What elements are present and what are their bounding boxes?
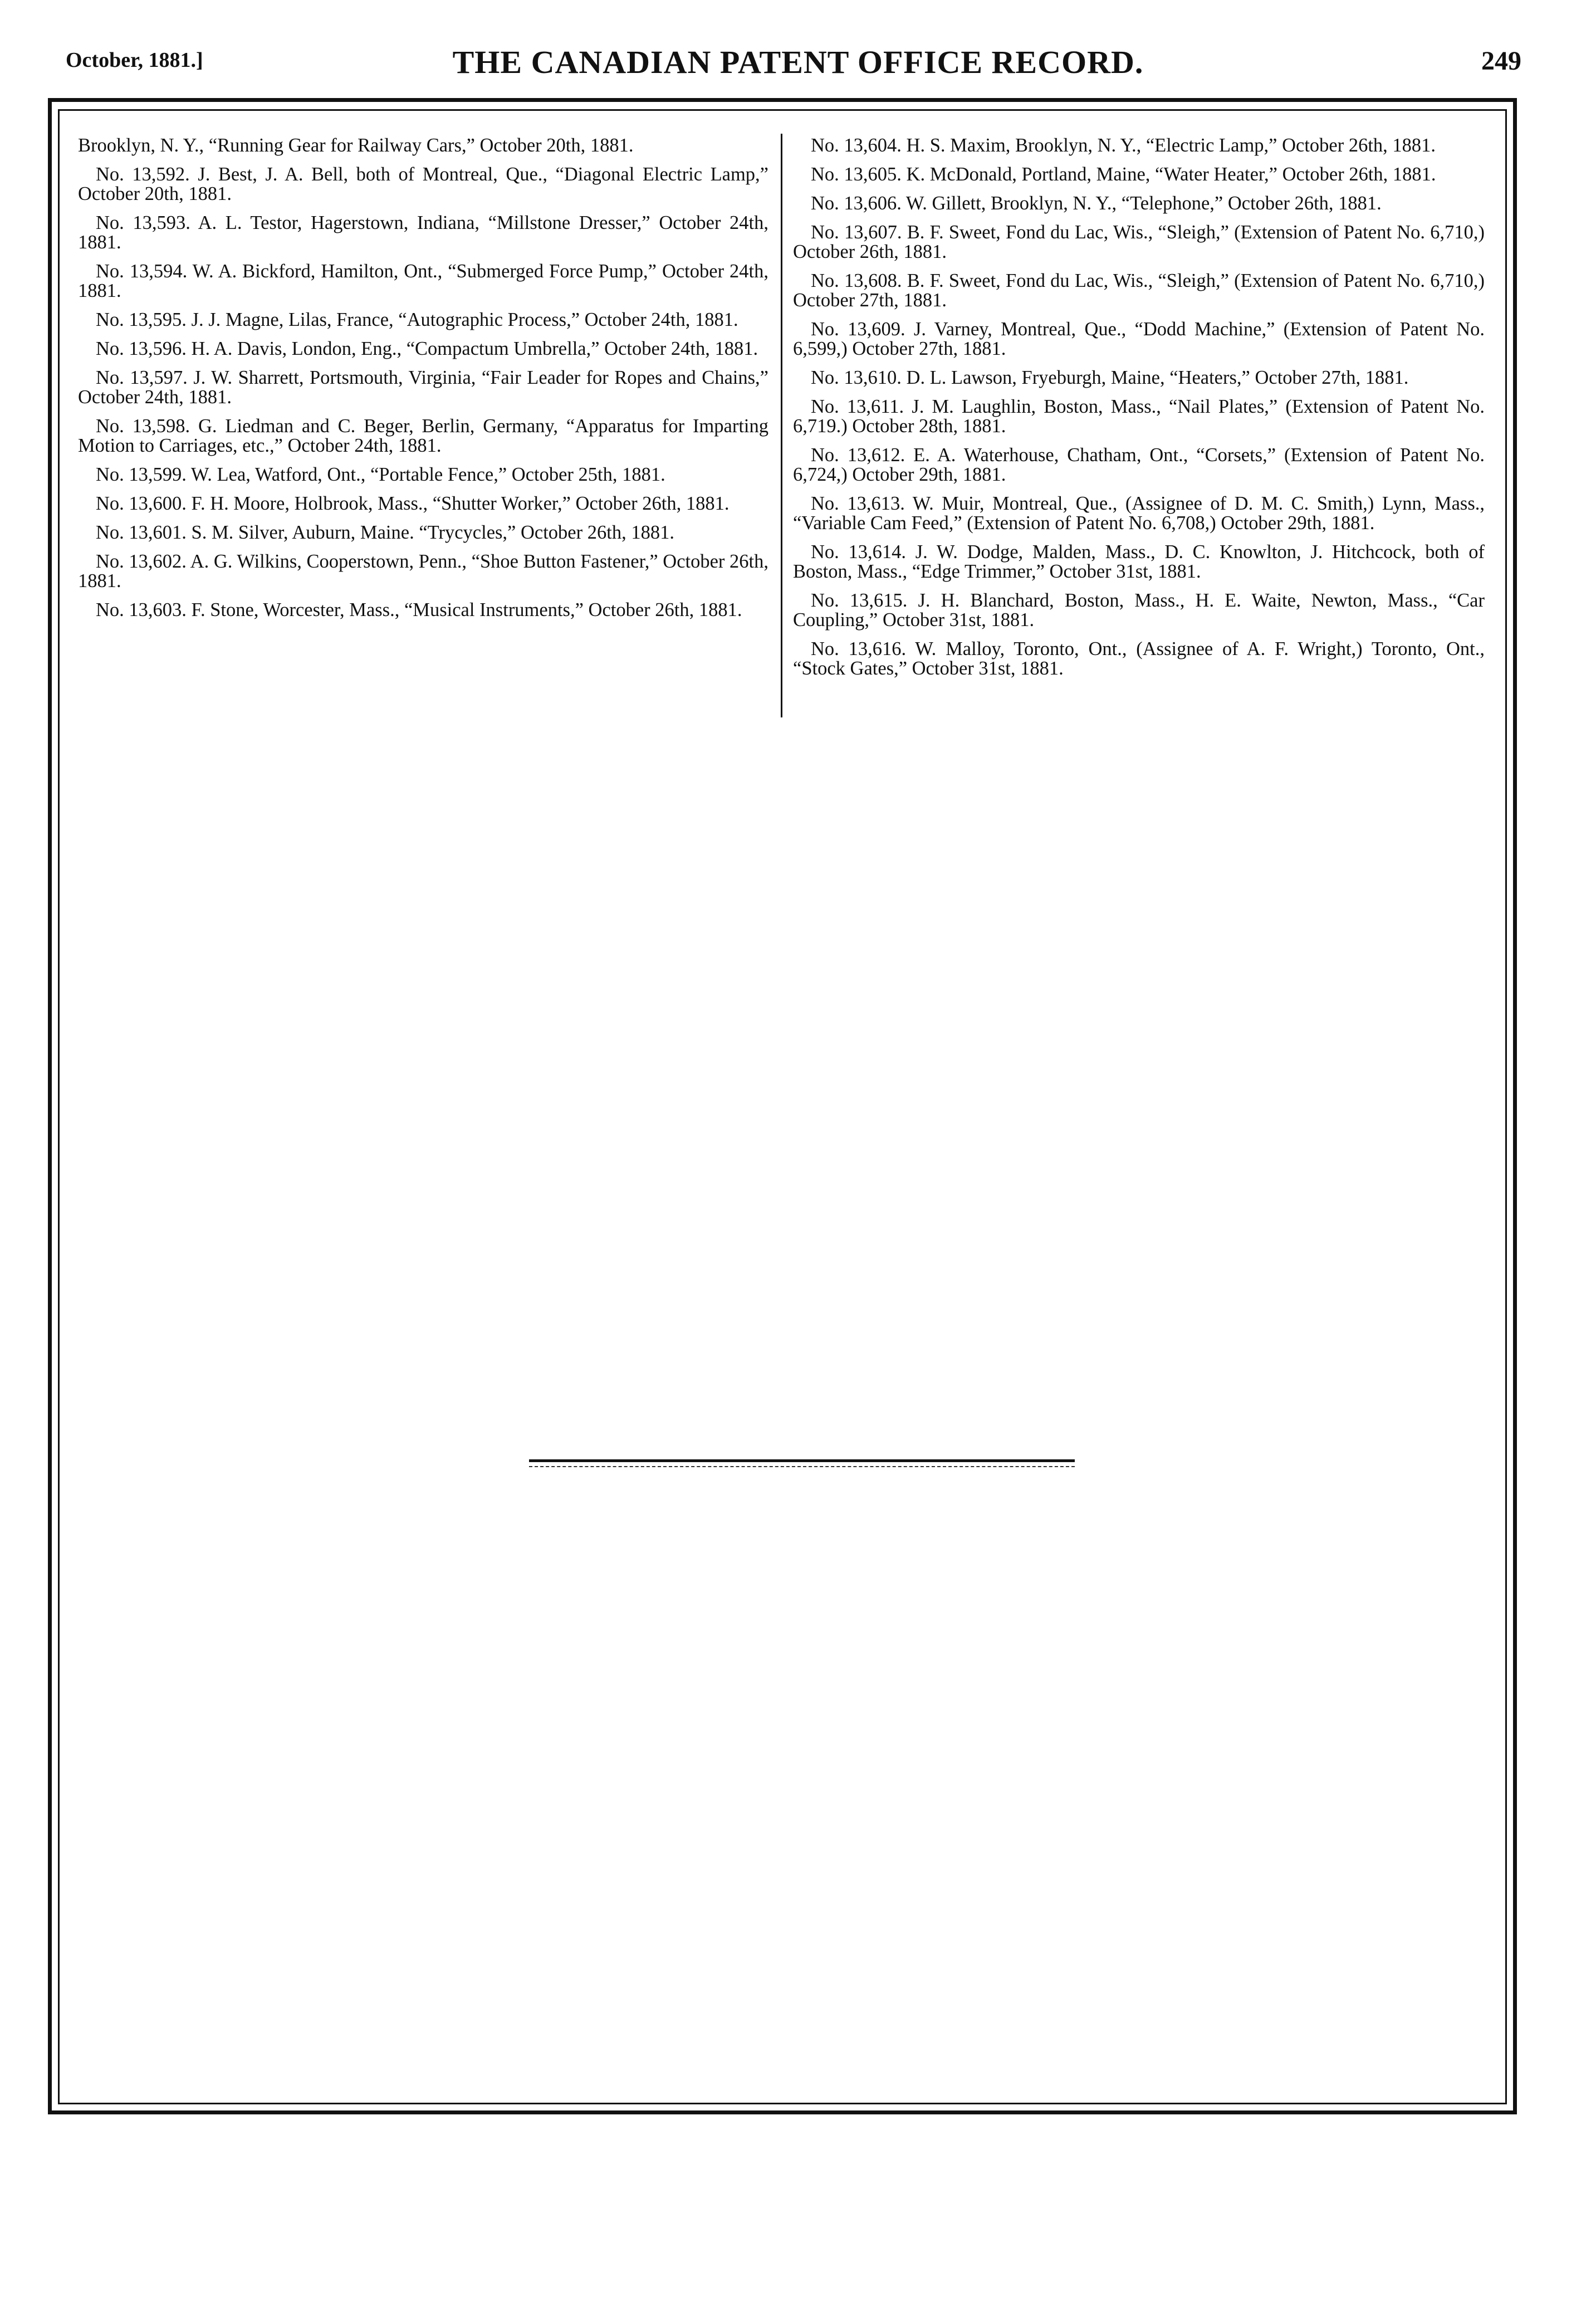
page-header	[0, 43, 1596, 88]
patent-entry: No. 13,594. W. A. Bickford, Hamilton, Ont., “Submerged Force Pump,” October 24th, 1881.	[78, 261, 768, 301]
column-divider	[781, 134, 782, 717]
issue-date: October, 1881.]	[66, 48, 203, 72]
right-column	[793, 136, 1485, 688]
patent-entry: No. 13,599. W. Lea, Watford, Ont., “Portable Fence,” October 25th, 1881.	[96, 464, 665, 485]
patent-entry: No. 13,605. K. McDonald, Portland, Maine, “Water Heater,” October 26th, 1881.	[811, 164, 1436, 185]
patent-entry: No. 13,613. W. Muir, Montreal, Que., (Assignee of D. M. C. Smith,) Lynn, Mass., “Variable Cam Feed,” (Extension of Patent No. 6,708,) October 29th, 1881.	[793, 493, 1485, 534]
patent-entry: Brooklyn, N. Y., “Running Gear for Railway Cars,” October 20th, 1881.	[78, 135, 634, 156]
patent-entry: No. 13,609. J. Varney, Montreal, Que., “Dodd Machine,” (Extension of Patent No. 6,599,) October 27th, 1881.	[793, 319, 1485, 359]
section-end-rule	[529, 1459, 1075, 1462]
patent-entry: No. 13,614. J. W. Dodge, Malden, Mass., D. C. Knowlton, J. Hitchcock, both of Boston, Mass., “Edge Trimmer,” October 31st, 1881.	[793, 541, 1485, 582]
left-column	[78, 136, 768, 629]
patent-entry: No. 13,604. H. S. Maxim, Brooklyn, N. Y., “Electric Lamp,” October 26th, 1881.	[811, 135, 1436, 156]
patent-entry: No. 13,607. B. F. Sweet, Fond du Lac, Wis., “Sleigh,” (Extension of Patent No. 6,710,) October 26th, 1881.	[793, 222, 1485, 262]
patent-entry: No. 13,608. B. F. Sweet, Fond du Lac, Wis., “Sleigh,” (Extension of Patent No. 6,710,) October 27th, 1881.	[793, 270, 1485, 311]
patent-entry: No. 13,610. D. L. Lawson, Fryeburgh, Maine, “Heaters,” October 27th, 1881.	[811, 367, 1409, 388]
patent-entry: No. 13,593. A. L. Testor, Hagerstown, Indiana, “Millstone Dresser,” October 24th, 1881.	[78, 212, 768, 253]
publication-title: THE CANADIAN PATENT OFFICE RECORD.	[452, 44, 1144, 80]
patent-entry: No. 13,606. W. Gillett, Brooklyn, N. Y., “Telephone,” October 26th, 1881.	[811, 193, 1382, 214]
patent-entry: No. 13,598. G. Liedman and C. Beger, Berlin, Germany, “Apparatus for Imparting Motion to Carriages, etc.,” October 24th, 1881.	[78, 416, 768, 456]
page-number: 249	[1481, 46, 1521, 76]
patent-entry: No. 13,612. E. A. Waterhouse, Chatham, Ont., “Corsets,” (Extension of Patent No. 6,724,) October 29th, 1881.	[793, 444, 1485, 485]
patent-entry: No. 13,597. J. W. Sharrett, Portsmouth, Virginia, “Fair Leader for Ropes and Chains,” October 24th, 1881.	[78, 367, 768, 408]
patent-entry: No. 13,595. J. J. Magne, Lilas, France, “Autographic Process,” October 24th, 1881.	[96, 309, 738, 330]
patent-entry: No. 13,616. W. Malloy, Toronto, Ont., (Assignee of A. F. Wright,) Toronto, Ont., “Stock Gates,” October 31st, 1881.	[793, 638, 1485, 679]
patent-entry: No. 13,596. H. A. Davis, London, Eng., “Compactum Umbrella,” October 24th, 1881.	[96, 338, 758, 359]
patent-entry: No. 13,592. J. Best, J. A. Bell, both of Montreal, Que., “Diagonal Electric Lamp,” October 20th, 1881.	[78, 164, 768, 204]
patent-entry: No. 13,601. S. M. Silver, Auburn, Maine. “Trycycles,” October 26th, 1881.	[96, 522, 674, 543]
patent-entry: No. 13,602. A. G. Wilkins, Cooperstown, Penn., “Shoe Button Fastener,” October 26th, 1881.	[78, 551, 768, 592]
section-end-rule-dashed	[529, 1466, 1075, 1467]
patent-entry: No. 13,615. J. H. Blanchard, Boston, Mass., H. E. Waite, Newton, Mass., “Car Coupling,” October 31st, 1881.	[793, 590, 1485, 631]
patent-entry: No. 13,611. J. M. Laughlin, Boston, Mass., “Nail Plates,” (Extension of Patent No. 6,719.) October 28th, 1881.	[793, 396, 1485, 437]
patent-entry: No. 13,600. F. H. Moore, Holbrook, Mass., “Shutter Worker,” October 26th, 1881.	[96, 493, 730, 514]
patent-entry: No. 13,603. F. Stone, Worcester, Mass., “Musical Instruments,” October 26th, 1881.	[96, 599, 742, 621]
